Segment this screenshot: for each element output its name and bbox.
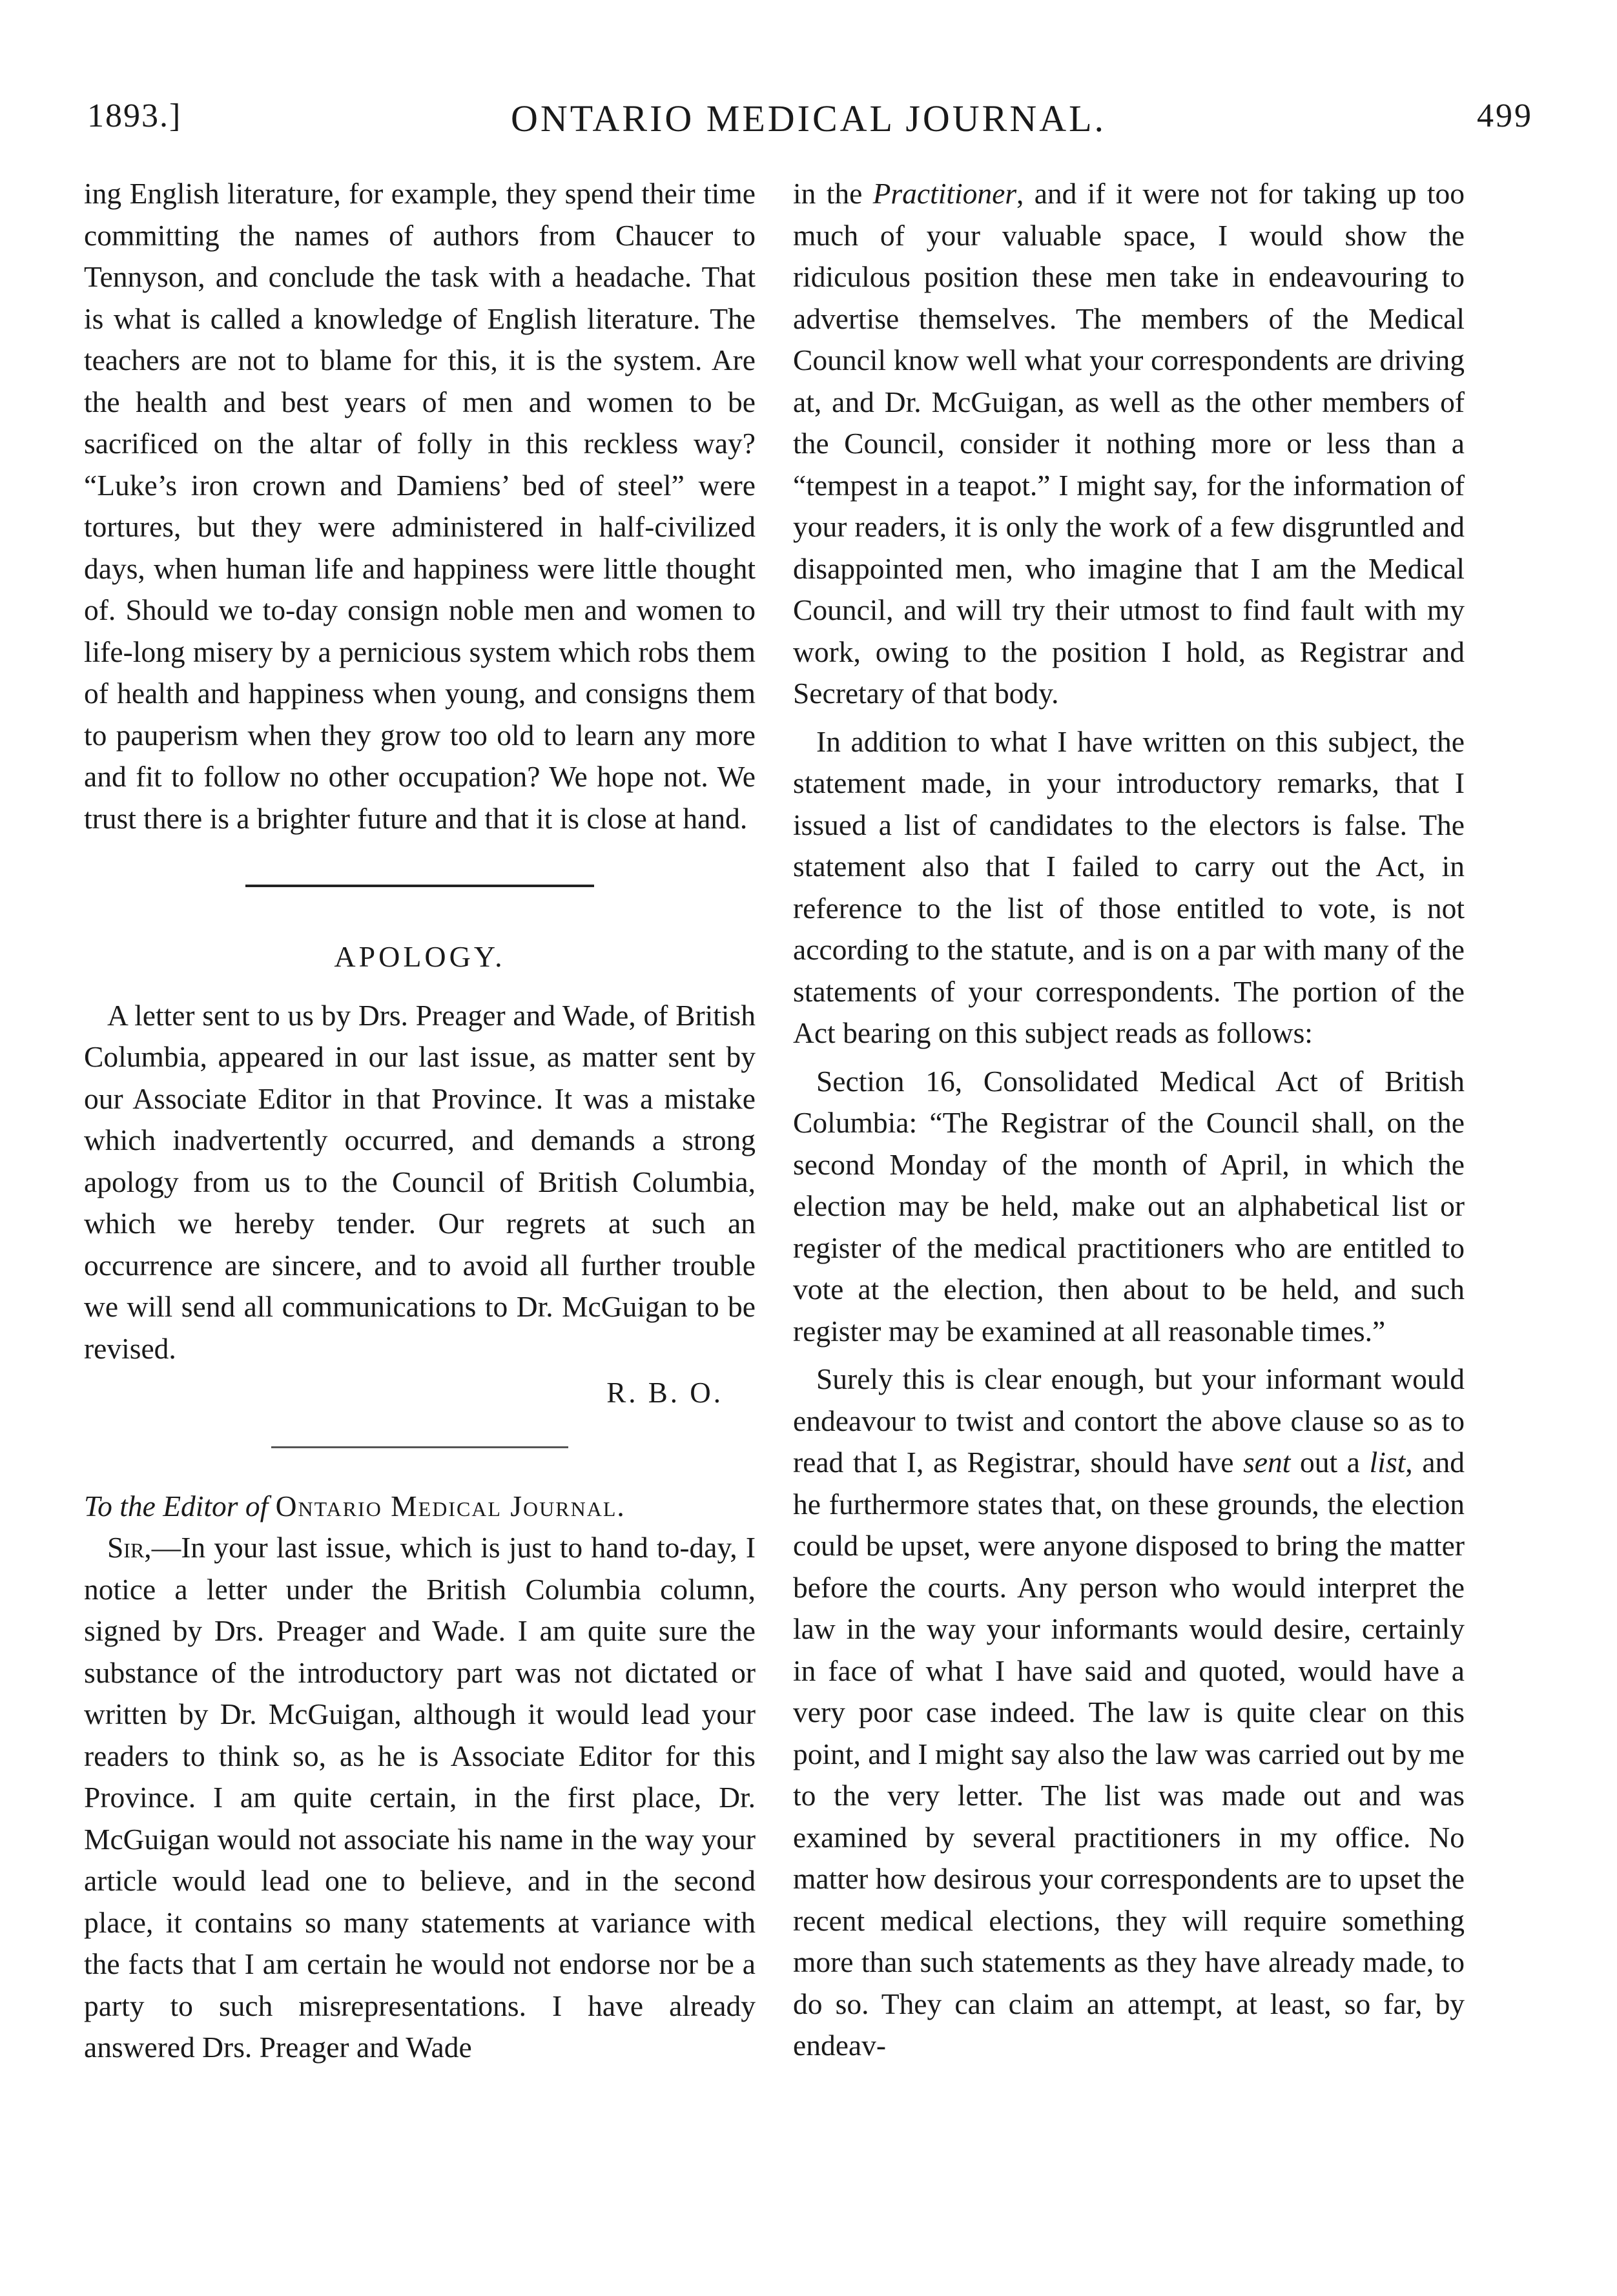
journal-title: ONTARIO MEDICAL JOURNAL. (510, 97, 1107, 139)
letter-salutation: Sir, (107, 1531, 152, 1564)
addressee-prefix: To the Editor of (84, 1489, 269, 1522)
practitioner-title: Practitioner (872, 177, 1017, 210)
page-number: 499 (1477, 97, 1533, 134)
letter-paragraph-2: In addition to what I have written on this subject, the statement made, in your introductory remarks, that I issued a list of candidates to the electors is false. The statement also that I failed to carry out the Act, in reference to the list of those entitled to vote, is not according to the statute, and is on a par with many of the statements of your correspondents. The portion of the Act bearing on this subject reads as follows: (793, 724, 1465, 1049)
running-header (0, 97, 1617, 155)
letter-continued-paragraph (793, 173, 1465, 715)
addressee-journal: Ontario Medical Journal. (275, 1489, 626, 1522)
right-column (793, 173, 1465, 2067)
apology-signature: R. B. O. (606, 1377, 723, 1409)
para4-c: , and he furthermore states that, on these grounds, the election could be upset, were anyone disposed to bring the matter before the courts. Any person who would interpret the law in the way your informants would desire, certainly in face of what I have said and quoted, would have a very poor case indeed. The law is quite clear on this point, and I might say also the law was carried out by me to the very letter. The list was made out and was examined by several practitioners in my office. No matter how desirous your correspondents are to upset the recent medical elections, they will require something more than such statements as they have already made, to do so. They can claim an attempt, at least, so far, by endeav- (793, 1446, 1465, 2062)
section-divider (245, 885, 594, 887)
sent-italic: sent (1243, 1446, 1291, 1479)
apology-paragraph: A letter sent to us by Drs. Preager and Wade, of British Columbia, appeared in our last issue, as matter sent by our Associate Editor in that Province. It was a mistake which inadvertently occurred, and demands a strong apology from us to the Council of British Columbia, which we hereby tender. Our regrets at such an occurrence are sincere, and to avoid all further trouble we will send all communications to Dr. McGuigan to be revised. (84, 998, 756, 1365)
para4-a: Surely this is clear enough, but your informant would endeavour to twist and contort the above clause so as to read that I, as Registrar, should have (793, 1362, 1465, 1479)
para4-b: out a (1300, 1446, 1360, 1479)
letter-paragraph-4 (793, 1358, 1465, 2067)
section-divider-2 (271, 1446, 568, 1448)
header-year: 1893.] (87, 97, 182, 134)
list-italic: list (1369, 1446, 1406, 1479)
letter-addressee (84, 1486, 756, 1528)
para1-after: , and if it were not for taking up too much of your valuable space, I would show the ridiculous position these men take in endeavouring to advertise themselves. The members of the Medical Council know well what your correspondents are driving at, and Dr. McGuigan, as well as the other members of the Council, consider it nothing more or less than a “tempest in a teapot.” I might say, for the information of your readers, it is only the work of a few disgruntled and disappointed men, who imagine that I am the Medical Council, and will try their utmost to find fault with my work, owing to the position I hold, as Registrar and Secretary of that body. (793, 177, 1465, 710)
continued-paragraph: ing English literature, for example, they spend their time committing the names of authors from Chaucer to Tennyson, and conclude the task with a headache. That is what is called a knowledge of English literature. The teachers are not to blame for this, it is the system. Are the health and best years of men and women to be sacrificed on the altar of folly in this reckless way? “Luke’s iron crown and Damiens’ bed of steel” were tortures, but they were administered in half-civilized days, when human life and happiness were little thought of. Should we to-day consign noble men and women to life-long misery by a pernicious system which robs them of health and happiness when young, and consigns them to pauperism when they grow too old to learn any more and fit to follow no other occupation? We hope not. We trust there is a brighter future and that it is close at hand. (84, 177, 756, 835)
para1-before: in the (793, 177, 863, 210)
statute-quote-paragraph: Section 16, Consolidated Medical Act of British Columbia: “The Registrar of the Council shall, on the second Monday of the month of April, in which the election may be held, make out an alphabetical list or register of the medical practitioners who are entitled to vote at the election, then about to be held, and such register may be examined at all reasonable times.” (793, 1064, 1465, 1348)
letter-paragraph-1 (84, 1527, 756, 2069)
letter-paragraph-1-text: —In your last issue, which is just to hand to-day, I notice a letter under the British Columbia column, signed by Drs. Preager and Wade. I am quite sure the substance of the introductory part was not dictated or written by Dr. McGuigan, although it would lead your readers to think so, as he is Associate Editor for this Province. I am quite certain, in the first place, Dr. McGuigan would not associate his name in the way your article would lead one to believe, and in the second place, it contains so many statements at variance with the facts that I am certain he would not endorse nor be a party to such misrepresentations. I have already answered Drs. Preager and Wade (84, 1531, 756, 2064)
apology-heading: APOLOGY. (334, 940, 506, 973)
left-column (84, 173, 756, 2069)
